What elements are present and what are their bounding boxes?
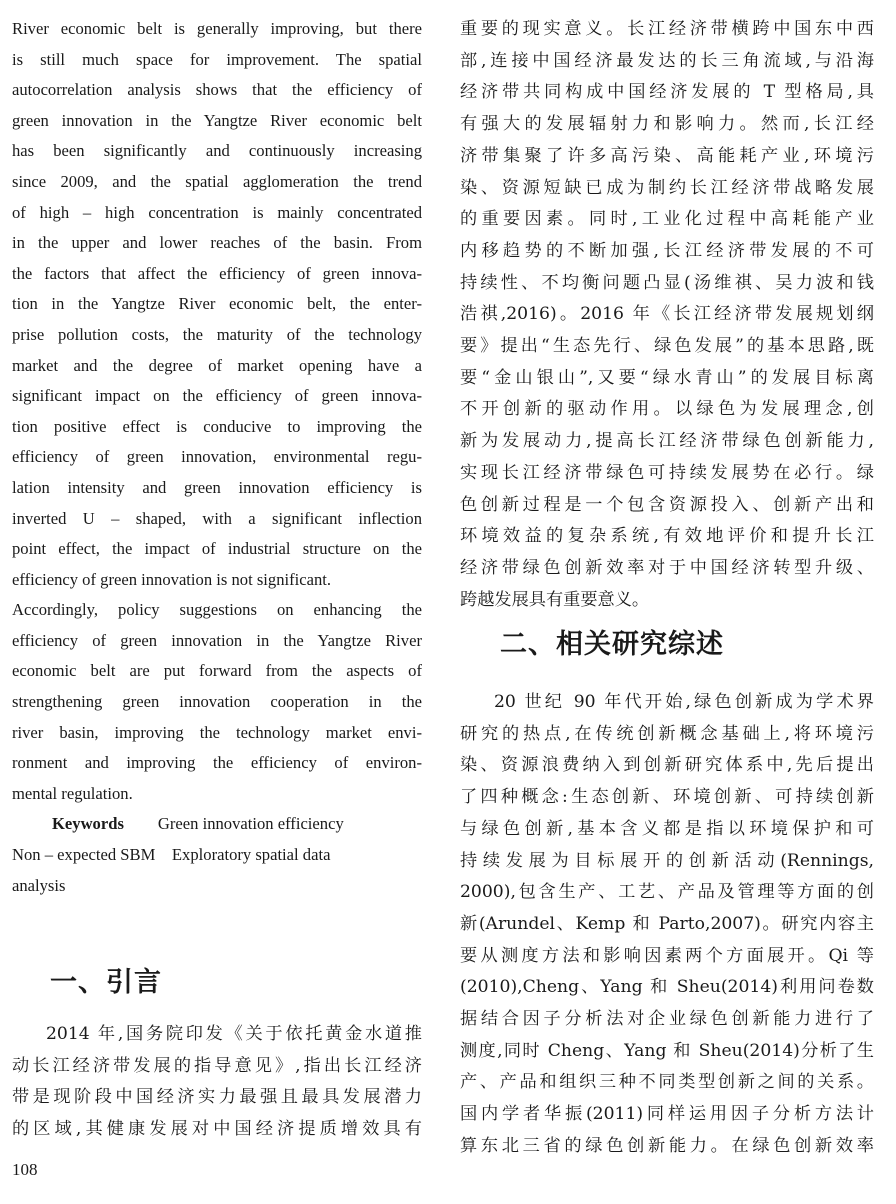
text-line: 不开创新的驱动作用。以绿色为发展理念,创 (460, 399, 874, 420)
text-line: 与绿色创新,基本含义都是指以环境保护和可 (460, 818, 874, 839)
text-line: 的区域,其健康发展对中国经济提质增效具有 (12, 1119, 422, 1140)
text-line: the factors that affect the efficiency of green innova- (12, 263, 422, 283)
text-line: 染、资源浪费纳入到创新研究体系中,先后提出 (460, 755, 874, 776)
text-line: 重要的现实意义。长江经济带横跨中国东中西 (460, 19, 874, 39)
text-line: lation intensity and green innovation efficiency is (12, 477, 422, 497)
text-line: 20 世纪 90 年代开始,绿色创新成为学术界 (494, 692, 874, 712)
text-line: (2010),Cheng、Yang 和 Sheu(2014)利用问卷数 (460, 977, 874, 998)
text-line: 据结合因子分析法对企业绿色创新能力进行了 (460, 1009, 874, 1030)
introduction-paragraph (12, 1019, 422, 1146)
text-line: efficiency of green innovation is not significant. (12, 569, 332, 589)
text-line: efficiency of green innovation, environmental regu- (12, 447, 422, 467)
text-line: 浩祺,2016)。2016 年《长江经济带发展规划纲 (460, 304, 874, 325)
text-line: 经济带共同构成中国经济发展的 T 型格局,具 (460, 82, 874, 103)
text-line: point effect, the impact of industrial structure on the (12, 539, 422, 559)
text-line: of high – high concentration is mainly concentrated (12, 202, 422, 222)
text-line: river basin, improving the technology market envi- (12, 722, 422, 742)
section-heading-literature-review: 二、相关研究综述 (500, 629, 724, 660)
text-line: 带是现阶段中国经济实力最强且最具发展潜力 (12, 1087, 422, 1108)
text-line: 研究的热点,在传统创新概念基础上,将环境污 (460, 723, 874, 744)
keywords-term-1: Green innovation efficiency (157, 814, 344, 834)
text-line: tion positive effect is conducive to improving the (12, 416, 422, 436)
text-line: 跨越发展具有重要意义。 (460, 589, 650, 610)
text-line: 新(Arundel、Kemp 和 Parto,2007)。研究内容主 (460, 913, 874, 934)
text-line: 实现长江经济带绿色可持续发展势在必行。绿 (460, 462, 874, 483)
text-line: has been significantly and continuously increasing (12, 141, 422, 161)
keywords-line-3: analysis (12, 875, 66, 895)
text-line: green innovation in the Yangtze River economic belt (12, 110, 422, 130)
text-line: mental regulation. (12, 783, 133, 803)
keywords-line-1 (12, 809, 422, 840)
text-line: 了四种概念:生态创新、环境创新、可持续创新 (460, 787, 874, 808)
text-line: strengthening green innovation cooperation in the (12, 692, 422, 712)
text-line: since 2009, and the spatial agglomeration the trend (12, 171, 422, 191)
abstract-english (12, 14, 422, 809)
text-line: Accordingly, policy suggestions on enhancing the (12, 600, 422, 620)
text-line: market and the degree of market opening have a (12, 355, 422, 375)
text-line: 染、资源短缺已成为制约长江经济带战略发展 (460, 177, 874, 198)
section-heading-introduction: 一、引言 (50, 967, 162, 998)
text-line: prise pollution costs, the maturity of the technology (12, 324, 422, 344)
text-line: 2000),包含生产、工艺、产品及管理等方面的创 (460, 882, 874, 903)
text-line: tion in the Yangtze River economic belt, the enter- (12, 294, 422, 314)
text-line: 动长江经济带发展的指导意见》,指出长江经济 (12, 1055, 422, 1076)
page-number: 108 (12, 1160, 38, 1179)
text-line: 要》提出“生态先行、绿色发展”的基本思路,既 (460, 336, 874, 357)
left-column (12, 14, 422, 901)
text-line: 的重要因素。同时,工业化过程中高耗能产业 (460, 209, 874, 230)
text-line: 持续发展为目标展开的创新活动(Rennings, (460, 850, 874, 871)
keywords-line-2: Non – expected SBM Exploratory spatial data (12, 845, 331, 865)
text-line: 内移趋势的不断加强,长江经济带发展的不可 (460, 240, 874, 261)
text-line: in the upper and lower reaches of the basin. From (12, 233, 422, 253)
text-line: 部,连接中国经济最发达的长三角流域,与沿海 (460, 50, 874, 71)
literature-review-paragraph (460, 687, 874, 1163)
text-line: 有强大的发展辐射力和影响力。然而,长江经 (460, 114, 874, 135)
text-line: 新为发展动力,提高长江经济带绿色创新能力, (460, 431, 874, 452)
text-line: 国内学者华振(2011)同样运用因子分析方法计 (460, 1104, 874, 1125)
text-line: River economic belt is generally improving, but there (12, 19, 422, 38)
text-line: economic belt are put forward from the aspects of (12, 661, 422, 681)
text-line: 持续性、不均衡问题凸显(汤维祺、吴力波和钱 (460, 272, 874, 293)
text-line: autocorrelation analysis shows that the efficiency of (12, 80, 422, 100)
text-line: 测度,同时 Cheng、Yang 和 Sheu(2014)分析了生 (460, 1040, 874, 1061)
right-column-top (460, 14, 874, 616)
text-line: 算东北三省的绿色创新能力。在绿色创新效率 (460, 1135, 874, 1156)
text-line: ronment and improving the efficiency of environ- (12, 753, 422, 773)
text-line: efficiency of green innovation in the Yangtze River (12, 630, 422, 650)
text-line: 要从测度方法和影响因素两个方面展开。Qi 等 (460, 945, 874, 966)
text-line: 要“金山银山”,又要“绿水青山”的发展目标离 (460, 367, 874, 388)
text-line: 济带集聚了许多高污染、高能耗产业,环境污 (460, 145, 874, 166)
text-line: 色创新过程是一个包含资源投入、创新产出和 (460, 494, 874, 515)
text-line: 经济带绿色创新效率对于中国经济转型升级、 (460, 557, 874, 578)
text-line: 2014 年,国务院印发《关于依托黄金水道推 (46, 1024, 422, 1044)
text-line: is still much space for improvement. The spatial (12, 49, 422, 69)
text-line: inverted U – shaped, with a significant inflection (12, 508, 422, 528)
text-line: significant impact on the efficiency of green innova- (12, 386, 422, 406)
text-line: 环境效益的复杂系统,有效地评价和提升长江 (460, 526, 874, 547)
keywords-label: Keywords (52, 814, 124, 834)
text-line: 产、产品和组织三种不同类型创新之间的关系。 (460, 1072, 874, 1093)
